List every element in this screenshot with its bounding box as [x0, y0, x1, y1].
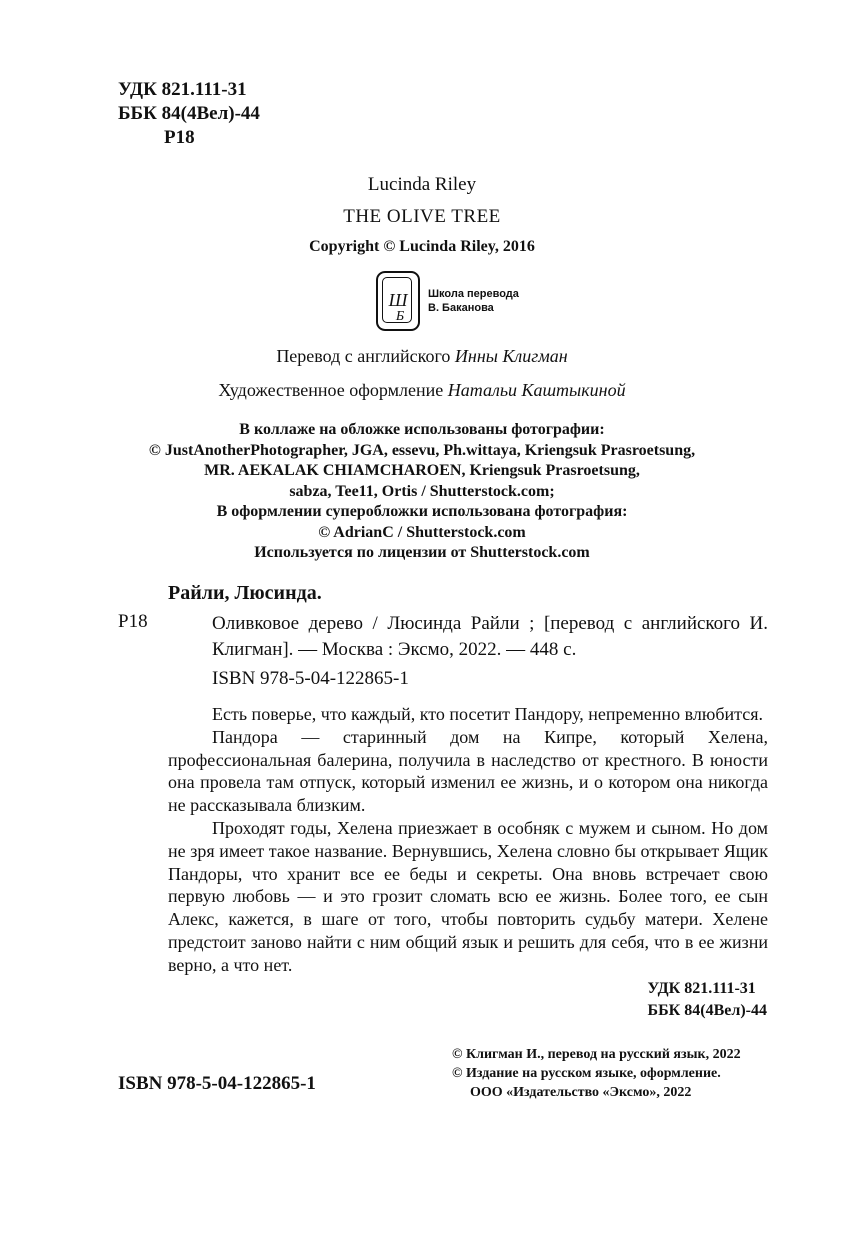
- catalog-entry-code: Р18: [118, 611, 148, 632]
- copyright-publisher: ООО «Издательство «Эксмо», 2022: [470, 1085, 692, 1100]
- translator-name: Инны Клигман: [454, 346, 568, 366]
- translator-prefix: Перевод с английского: [276, 346, 455, 366]
- svg-text:Ш: Ш: [388, 290, 408, 310]
- catalog-entry-isbn: ISBN 978-5-04-122865-1: [212, 668, 409, 689]
- photo-credit-line: В оформлении суперобложки использована фотография:: [216, 503, 628, 520]
- catalog-entry-author: Райли, Люсинда.: [168, 582, 322, 604]
- udk-code: УДК 821.111-31: [118, 79, 247, 100]
- annotation-paragraph: Пандора — старинный дом на Кипре, который Хелена, профессиональная балерина, получила в наследство от крестного. В юности она провела там отпуск, который изменил ее жизнь, и о котором она никогда не рассказывала близким.: [168, 726, 768, 816]
- author-sign: Р18: [164, 127, 195, 148]
- footer-copyrights: [452, 1045, 741, 1102]
- photo-credit-line: sabza, Tee11, Ortis / Shutterstock.com;: [289, 482, 555, 500]
- catalog-entry-description: Оливковое дерево / Люсинда Райли ; [перевод с английского И. Клигман]. — Москва : Эксмо, 2022. — 448 с.: [212, 613, 768, 660]
- designer-credit: [0, 380, 844, 401]
- logo-emblem: [376, 271, 420, 331]
- photo-credit-line: Используется по лицензии от Shutterstock.com: [254, 544, 590, 561]
- photo-credits: [0, 420, 844, 564]
- footer-bbk: ББК 84(4Вел)-44: [647, 1002, 767, 1019]
- translator-credit: [0, 346, 844, 367]
- logo-line-1: Школа перевода: [428, 288, 519, 300]
- svg-text:Б: Б: [395, 309, 405, 324]
- logo-letters-icon: [378, 273, 418, 329]
- logo-line-2: В. Баканова: [428, 302, 494, 314]
- original-author: Lucinda Riley: [367, 174, 477, 195]
- book-annotation: [168, 703, 768, 977]
- translation-school-logo: [376, 271, 519, 331]
- original-title: THE OLIVE TREE: [343, 206, 501, 227]
- bbk-code: ББК 84(4Вел)-44: [118, 103, 260, 124]
- designer-prefix: Художественное оформление: [218, 380, 448, 400]
- copyright-translation: © Клигман И., перевод на русский язык, 2022: [452, 1047, 741, 1062]
- annotation-paragraph: Проходят годы, Хелена приезжает в особняк с мужем и сыном. Но дом не зря имеет такое название. Вернувшись, Хелена словно бы открывает Ящик Пандоры, что хранит все ее беды и секреты. Она вновь встречает свою первую любовь — и это грозит сломать всю ее жизнь. Более того, ее сын Алекс, кажется, в шаге от того, чтобы повторить судьбу матери. Хелене предстоит заново найти с ним общий язык и решить для себя, что в ее жизни верно, а что нет.: [168, 817, 768, 975]
- classification-header: [118, 78, 260, 150]
- footer-isbn: ISBN 978-5-04-122865-1: [118, 1073, 316, 1094]
- logo-caption: [428, 287, 519, 315]
- copyright-edition: © Издание на русском языке, оформление.: [452, 1066, 721, 1081]
- photo-credit-line: В коллаже на обложке использованы фотографии:: [239, 421, 605, 438]
- photo-credit-line: © AdrianC / Shutterstock.com: [318, 523, 526, 541]
- footer-classification: [648, 978, 768, 1022]
- photo-credit-line: MR. AEKALAK CHIAMCHAROEN, Kriengsuk Prasroetsung,: [204, 462, 640, 479]
- photo-credit-line: © JustAnotherPhotographer, JGA, essevu, Ph.wittaya, Kriengsuk Prasroetsung,: [148, 441, 696, 459]
- footer-udk: УДК 821.111-31: [647, 980, 756, 997]
- original-copyright: Copyright © Lucinda Riley, 2016: [309, 238, 535, 255]
- annotation-paragraph: Есть поверье, что каждый, кто посетит Пандору, непременно влюбится.: [212, 704, 763, 724]
- designer-name: Натальи Каштыкиной: [447, 380, 626, 400]
